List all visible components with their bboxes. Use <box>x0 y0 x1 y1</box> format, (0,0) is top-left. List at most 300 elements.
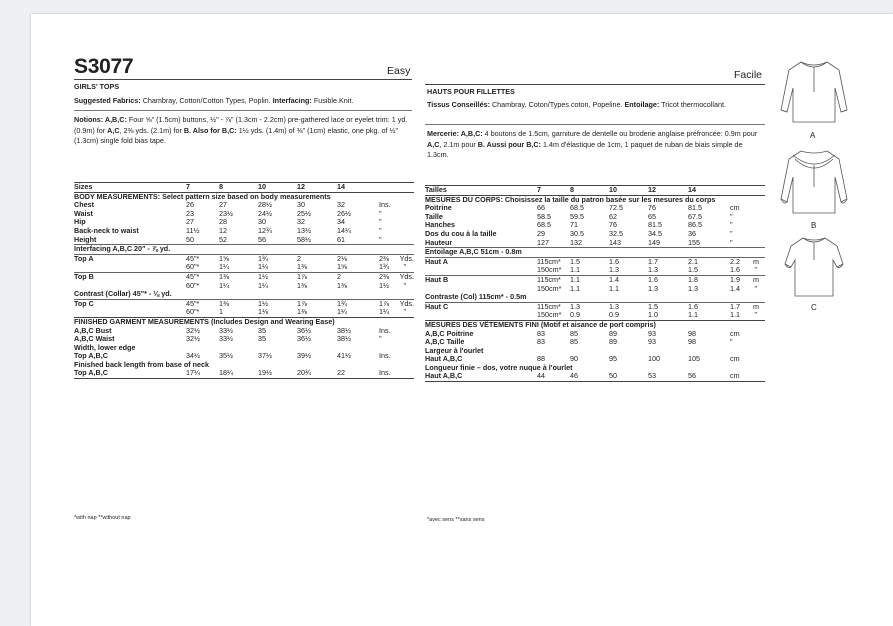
fabrics-text-fr: Chambray, Coton/Types coton, Popeline. <box>489 100 625 109</box>
size-cell: 7 <box>537 185 541 194</box>
row-label: Chest <box>74 200 94 210</box>
table-cell: 1 <box>219 307 223 317</box>
table-row <box>74 227 414 236</box>
size-cell: 10 <box>609 185 617 194</box>
table-cell: 132 <box>570 237 582 247</box>
table-cell: 2 <box>297 253 301 263</box>
row-label: Top A,B,C <box>74 368 108 378</box>
table-cell: 34½ <box>186 351 200 361</box>
unit-cell: Ins. <box>379 200 391 210</box>
table-cell: 88 <box>537 354 545 364</box>
row-label: Haut A <box>425 256 448 266</box>
notions-views-ac-fr: A,C <box>427 139 440 149</box>
back-length-label-fr: Longueur finie – dos, votre nuque à l'ourlet <box>425 362 573 372</box>
table-cell: 1.6 <box>648 274 658 284</box>
table-cell: 81.5 <box>648 220 662 230</box>
table-cell: 58.5 <box>537 211 551 221</box>
table-cell: 24½ <box>258 208 272 218</box>
table-cell: 61 <box>337 234 345 244</box>
row-label: Hip <box>74 217 86 227</box>
table-cell: 1¾ <box>258 253 268 263</box>
table-cell: 1⅜ <box>219 298 229 308</box>
interfacing-row: Interfacing A,B,C 20" - ⅞ yd. <box>74 244 171 254</box>
width-lower-edge-label: Width, lower edge <box>74 342 136 352</box>
table-cell: 1⅜ <box>297 262 307 272</box>
table-cell: 1½ <box>258 271 268 281</box>
width-lower-edge-label-fr: Largeur à l'ourlet <box>425 345 484 355</box>
table-cell: 85 <box>570 328 578 338</box>
fabric-suggestions-fr <box>427 100 759 110</box>
table-cell: 2.1 <box>688 256 698 266</box>
table-cell: 32½ <box>186 325 200 335</box>
table-cell: 2⅜ Yds. <box>379 271 414 281</box>
table-cell: 1⅝ <box>219 253 229 263</box>
row-label: Haut A,B,C <box>425 354 463 364</box>
difficulty-level: Easy <box>387 65 411 77</box>
view-b-sketch <box>777 147 851 219</box>
unit-cell: " <box>379 208 382 218</box>
measurement-table-fr <box>425 185 765 382</box>
table-cell: 0.9 <box>570 310 580 320</box>
table-row <box>425 266 765 275</box>
interfacing-label-fr: Entoilage: <box>624 100 660 109</box>
table-cell: 1¼ <box>258 262 268 272</box>
table-row <box>425 230 765 239</box>
row-label: Top C <box>74 298 94 308</box>
notions-text-2-fr: , 2.1m pour <box>439 139 478 149</box>
notions <box>74 115 416 147</box>
table-cell: 23 <box>186 208 194 218</box>
table-cell: 1.3 <box>688 283 698 293</box>
body-measurements-header-fr: MESURES DU CORPS: Choisissez la taille du patron basée sur les mesures du corps <box>425 194 716 204</box>
width-cell: 115cm* <box>537 301 561 311</box>
table-cell: 1⅜ <box>297 307 307 317</box>
table-row <box>425 330 765 339</box>
table-cell: 27 <box>186 217 194 227</box>
unit-cell: " <box>730 228 733 238</box>
row-label: Dos du cou à la taille <box>425 228 497 238</box>
table-cell: 143 <box>609 237 621 247</box>
size-cell: 8 <box>219 182 223 191</box>
table-cell: 1¼ <box>337 307 347 317</box>
table-cell: 35½ <box>219 351 233 361</box>
row-label: Haut C <box>425 301 449 311</box>
width-cell: 150cm* <box>537 265 562 275</box>
table-cell: 1⅜ <box>297 280 307 290</box>
table-cell: 19½ <box>258 368 272 378</box>
unit-cell: " <box>379 234 382 244</box>
footnote: *with nap **without nap <box>74 515 131 521</box>
unit-cell: " <box>754 283 757 293</box>
table-row <box>74 210 414 219</box>
notions-text-1: Four ⅝" (1.5cm) buttons, ½" - ⅞" (1.3cm - 2.2cm) pre-gathered lace or eyelet trim: 1 yd. (0.9m) for <box>74 115 408 135</box>
unit-cell: Ins. <box>379 351 391 361</box>
table-row <box>425 257 765 266</box>
fabric-suggestions <box>74 96 414 105</box>
back-length-label: Finished back length from base of neck <box>74 359 209 369</box>
finished-measurements-header: FINISHED GARMENT MEASUREMENTS (Includes Design and Wearing Ease) <box>74 316 335 326</box>
table-cell: 1.3 <box>648 265 658 275</box>
table-cell: 28 <box>219 217 227 227</box>
unit-cell: Yds. <box>399 298 414 308</box>
unit-cell: " <box>730 211 733 221</box>
contrast-row: Contrast (Collar) 45"* - ⅛ yd. <box>74 289 172 299</box>
table-cell: 1.6 " <box>730 265 757 275</box>
pattern-envelope-back <box>31 14 893 626</box>
row-label: Haut B <box>425 274 449 284</box>
table-cell: 32.5 <box>609 228 623 238</box>
table-cell: 1.0 <box>648 310 658 320</box>
table-cell: 1½ " <box>379 280 406 290</box>
table-cell: 27 <box>219 200 227 210</box>
table-cell: 35 <box>258 325 266 335</box>
table-cell: 89 <box>609 328 617 338</box>
table-cell: 34.5 <box>648 228 662 238</box>
interfacing-row-fr: Entoilage A,B,C 51cm - 0.8m <box>425 247 522 257</box>
unit-cell: " <box>754 265 757 275</box>
table-row <box>425 204 765 213</box>
table-cell: 37½ <box>258 351 272 361</box>
view-a-label: A <box>810 131 816 140</box>
view-b-label: B <box>811 221 817 230</box>
notions-text-3: 1½ yds. (1.4m) of ⅜" (1cm) elastic, one pkg. of ½" (1.3cm) single fold bias tape. <box>74 125 399 145</box>
fabrics-label: Suggested Fabrics: <box>74 96 141 105</box>
interfacing-text: Fusible Knit. <box>311 96 354 105</box>
table-cell: 30.5 <box>570 228 584 238</box>
table-cell: 1¾ " <box>379 262 406 272</box>
table-cell: 14¼ <box>337 225 351 235</box>
width-cell: 45"* <box>186 298 200 308</box>
size-cell: 10 <box>258 182 266 191</box>
table-cell: 155 <box>688 237 700 247</box>
table-cell: 52 <box>219 234 227 244</box>
width-cell: 60"* <box>186 280 200 290</box>
table-cell: 33½ <box>219 325 233 335</box>
sizes-row-fr <box>425 186 765 196</box>
size-cell: 12 <box>648 185 656 194</box>
table-cell: 25½ <box>297 208 311 218</box>
unit-cell: " <box>403 307 406 317</box>
table-cell: 1.1 <box>609 283 619 293</box>
table-row <box>74 369 414 378</box>
table-cell: 1.1 <box>688 310 698 320</box>
table-cell: 1⅜ <box>219 271 229 281</box>
size-cell: 7 <box>186 182 190 191</box>
table-cell: 1¼ <box>258 280 268 290</box>
notions-text-3-fr: 1.4m d'élastique de 1cm, 1 paquet de ruban de biais simple de 1.3cm. <box>427 139 743 159</box>
sizes-row <box>74 183 414 193</box>
table-cell: 67.5 <box>688 211 702 221</box>
table-cell: 44 <box>537 371 545 381</box>
unit-cell: " <box>379 334 382 344</box>
unit-cell: cm <box>730 354 740 364</box>
table-cell: 1.5 <box>648 301 658 311</box>
row-label: Top A <box>74 253 94 263</box>
table-cell: 1¼ <box>219 280 229 290</box>
row-label: Waist <box>74 208 93 218</box>
table-cell: 1.4 <box>609 274 619 284</box>
table-cell: 72.5 <box>609 203 623 213</box>
size-cell: 14 <box>337 182 345 191</box>
notions-label: Notions: A,B,C: <box>74 115 127 124</box>
table-cell: 20¾ <box>297 368 311 378</box>
table-cell: 85 <box>570 337 578 347</box>
table-cell: 68.5 <box>570 203 584 213</box>
table-cell: 32½ <box>186 334 200 344</box>
table-row <box>74 299 414 308</box>
row-label: Taille <box>425 211 443 221</box>
table-cell: 36½ <box>297 334 311 344</box>
measurement-table <box>74 182 414 379</box>
table-cell: 32 <box>297 217 305 227</box>
row-label: Height <box>74 234 97 244</box>
table-cell: 65 <box>648 211 656 221</box>
size-cell: 8 <box>570 185 574 194</box>
unit-cell: m <box>753 256 759 266</box>
width-cell: 150cm* <box>537 283 562 293</box>
row-label: A,B,C Poitrine <box>425 328 474 338</box>
table-cell: 26½ <box>337 208 351 218</box>
row-label: A,B,C Taille <box>425 337 465 347</box>
table-cell: 1.6 <box>609 256 619 266</box>
table-cell: 1.1 <box>570 283 580 293</box>
unit-cell: " <box>379 217 382 227</box>
table-cell: 1½ <box>258 298 268 308</box>
row-label: Back-neck to waist <box>74 225 139 235</box>
table-cell: 1.6 <box>688 301 698 311</box>
table-cell: 76 <box>648 203 656 213</box>
table-cell: 33½ <box>219 334 233 344</box>
table-cell: 1.5 <box>570 256 580 266</box>
unit-cell: cm <box>730 371 740 381</box>
table-cell: 0.9 <box>609 310 619 320</box>
table-cell: 1.3 <box>609 265 619 275</box>
table-cell: 1.4 " <box>730 283 757 293</box>
table-row <box>425 213 765 222</box>
table-row <box>74 201 414 210</box>
unit-cell: " <box>730 237 733 247</box>
row-label: Hanches <box>425 220 455 230</box>
notions-text-2: , 2⅜ yds. (2.1m) for <box>119 125 184 135</box>
table-cell: 90 <box>570 354 578 364</box>
interfacing-text-fr: Tricot thermocollant. <box>659 100 726 109</box>
notions-also: Also for B,C: <box>191 125 237 135</box>
notions-views-ac: A,C <box>107 125 120 135</box>
unit-cell: cm <box>730 328 740 338</box>
width-cell: 115cm* <box>537 274 561 284</box>
table-row <box>74 272 414 281</box>
table-cell: 38½ <box>337 334 351 344</box>
unit-cell: " <box>403 262 406 272</box>
unit-cell: Yds. <box>399 271 414 281</box>
width-cell: 60"* <box>186 307 200 317</box>
table-cell: 1⅞ <box>297 298 307 308</box>
table-cell: 11½ <box>186 225 200 235</box>
table-cell: 34 <box>337 217 345 227</box>
row-label: Top A,B,C <box>74 351 108 361</box>
table-cell: 1⅜ <box>337 280 347 290</box>
table-cell: 53 <box>648 371 656 381</box>
fabrics-label-fr: Tissus Conseillés: <box>427 100 490 109</box>
table-cell: 1⅝ <box>337 262 347 272</box>
table-cell: 100 <box>648 354 660 364</box>
width-cell: 60"* <box>186 262 200 272</box>
table-cell: 1.9 m <box>730 274 759 284</box>
table-cell: 1.7 m <box>730 301 759 311</box>
notions-text-1-fr: 4 boutons de 1.5cm, garniture de dentelle ou broderie anglaise préfroncée: 0.9m pour <box>482 129 758 138</box>
unit-cell: " <box>754 310 757 320</box>
width-cell: 45"* <box>186 271 200 281</box>
table-cell: 1.1 <box>570 274 580 284</box>
table-cell: 95 <box>609 354 617 364</box>
table-cell: 50 <box>186 234 194 244</box>
table-row <box>74 327 414 336</box>
table-cell: 59.5 <box>570 211 584 221</box>
unit-cell: m <box>753 301 759 311</box>
table-cell: 29 <box>537 228 545 238</box>
garment-title-fr: HAUTS POUR FILLETTES <box>427 87 515 96</box>
table-cell: 93 <box>648 337 656 347</box>
pattern-number: S3077 <box>74 55 134 78</box>
table-row <box>425 372 765 381</box>
table-cell: 12 <box>219 225 227 235</box>
row-label: A,B,C Waist <box>74 334 115 344</box>
table-cell: 1⅞ Yds. <box>379 298 414 308</box>
table-cell: 32 <box>337 200 345 210</box>
table-cell: 1⅛ <box>258 307 268 317</box>
footnote-fr: *avec sens **sans sens <box>427 517 485 523</box>
table-cell: 50 <box>609 371 617 381</box>
table-cell: 58½ <box>297 234 311 244</box>
table-row <box>425 275 765 284</box>
table-cell: 28½ <box>258 200 272 210</box>
table-cell: 41½ <box>337 351 351 361</box>
table-row <box>74 263 414 272</box>
table-cell: 1.3 <box>648 283 658 293</box>
table-cell: 30 <box>258 217 266 227</box>
table-cell: 93 <box>648 328 656 338</box>
table-cell: 30 <box>297 200 305 210</box>
row-label: Haut A,B,C <box>425 371 463 381</box>
table-cell: 1¼ " <box>379 307 406 317</box>
table-cell: 18¼ <box>219 368 233 378</box>
size-cell: 14 <box>688 185 696 194</box>
table-cell: 39½ <box>297 351 311 361</box>
table-cell: 2 <box>337 271 341 281</box>
table-cell: 98 <box>688 337 696 347</box>
size-cell: 12 <box>297 182 305 191</box>
table-cell: 1.1 " <box>730 310 757 320</box>
table-cell: 1.7 <box>648 256 658 266</box>
table-cell: 23½ <box>219 208 233 218</box>
table-cell: 56 <box>258 234 266 244</box>
unit-cell: cm <box>730 203 740 213</box>
fabrics-text: Chambray, Cotton/Cotton Types, Poplin. <box>140 96 273 105</box>
table-cell: 71 <box>570 220 578 230</box>
row-label: Poitrine <box>425 203 452 213</box>
table-cell: 83 <box>537 337 545 347</box>
table-cell: 1.3 <box>570 301 580 311</box>
table-cell: 1⅞ <box>297 271 307 281</box>
table-cell: 1¼ <box>219 262 229 272</box>
table-cell: 1.3 <box>609 301 619 311</box>
unit-cell: " <box>730 337 733 347</box>
unit-cell: Ins. <box>379 368 391 378</box>
view-a-sketch <box>779 58 849 128</box>
table-cell: 89 <box>609 337 617 347</box>
contrast-row-fr: Contraste (Col) 115cm* - 0.5m <box>425 292 527 302</box>
table-cell: 46 <box>570 371 578 381</box>
table-cell: 1.8 <box>688 274 698 284</box>
finished-measurements-header-fr: MESURES DES VÊTEMENTS FINI (Motif et aisance de port compris) <box>425 319 656 329</box>
view-c-sketch <box>783 234 845 300</box>
table-cell: 36½ <box>297 325 311 335</box>
table-cell: 66 <box>537 203 545 213</box>
table-cell: 12¾ <box>258 225 272 235</box>
sizes-label-fr: Tailles <box>425 185 447 194</box>
row-label: A,B,C Bust <box>74 325 112 335</box>
table-cell: 2⅜ Yds. <box>379 253 414 263</box>
notions-label-fr: Mercerie: A,B,C: <box>427 129 483 138</box>
row-label: Top B <box>74 271 94 281</box>
width-cell: 45"* <box>186 253 200 263</box>
width-cell: 115cm* <box>537 256 561 266</box>
interfacing-label: Interfacing: <box>272 96 312 105</box>
row-label: Hauteur <box>425 237 453 247</box>
table-row <box>74 254 414 263</box>
garment-title: GIRLS' TOPS <box>74 82 120 91</box>
table-cell: 1¾ <box>337 298 347 308</box>
table-cell: 35 <box>258 334 266 344</box>
unit-cell: " <box>379 225 382 235</box>
table-cell: 81.5 <box>688 203 702 213</box>
table-cell: 26 <box>186 200 194 210</box>
sizes-label: Sizes <box>74 182 93 191</box>
table-cell: 127 <box>537 237 549 247</box>
notions-fr <box>427 129 765 161</box>
table-cell: 2⅛ <box>337 253 347 263</box>
unit-cell: " <box>730 220 733 230</box>
table-cell: 56 <box>688 371 696 381</box>
notions-also-fr: Aussi pour B,C: <box>484 139 541 149</box>
table-cell: 13½ <box>297 225 311 235</box>
unit-cell: Yds. <box>399 253 414 263</box>
table-cell: 62 <box>609 211 617 221</box>
unit-cell: " <box>403 280 406 290</box>
table-cell: 1.5 <box>688 265 698 275</box>
table-cell: 83 <box>537 328 545 338</box>
unit-cell: m <box>753 274 759 284</box>
table-cell: 2.2 m <box>730 256 759 266</box>
table-cell: 17¼ <box>186 368 200 378</box>
table-cell: 149 <box>648 237 660 247</box>
notions-view-b-fr: B. <box>477 139 485 149</box>
difficulty-level-fr: Facile <box>734 69 763 81</box>
notions-view-b: B. <box>183 125 192 135</box>
table-cell: 86.5 <box>688 220 702 230</box>
table-cell: 76 <box>609 220 617 230</box>
table-row <box>425 302 765 311</box>
table-cell: 68.5 <box>537 220 551 230</box>
unit-cell: Ins. <box>379 325 391 335</box>
table-cell: 38½ <box>337 325 351 335</box>
table-cell: 105 <box>688 354 700 364</box>
table-cell: 22 <box>337 368 345 378</box>
table-cell: 36 <box>688 228 696 238</box>
width-cell: 150cm* <box>537 310 562 320</box>
body-measurements-header: BODY MEASUREMENTS: Select pattern size based on body measurements <box>74 191 331 201</box>
table-cell: 98 <box>688 328 696 338</box>
